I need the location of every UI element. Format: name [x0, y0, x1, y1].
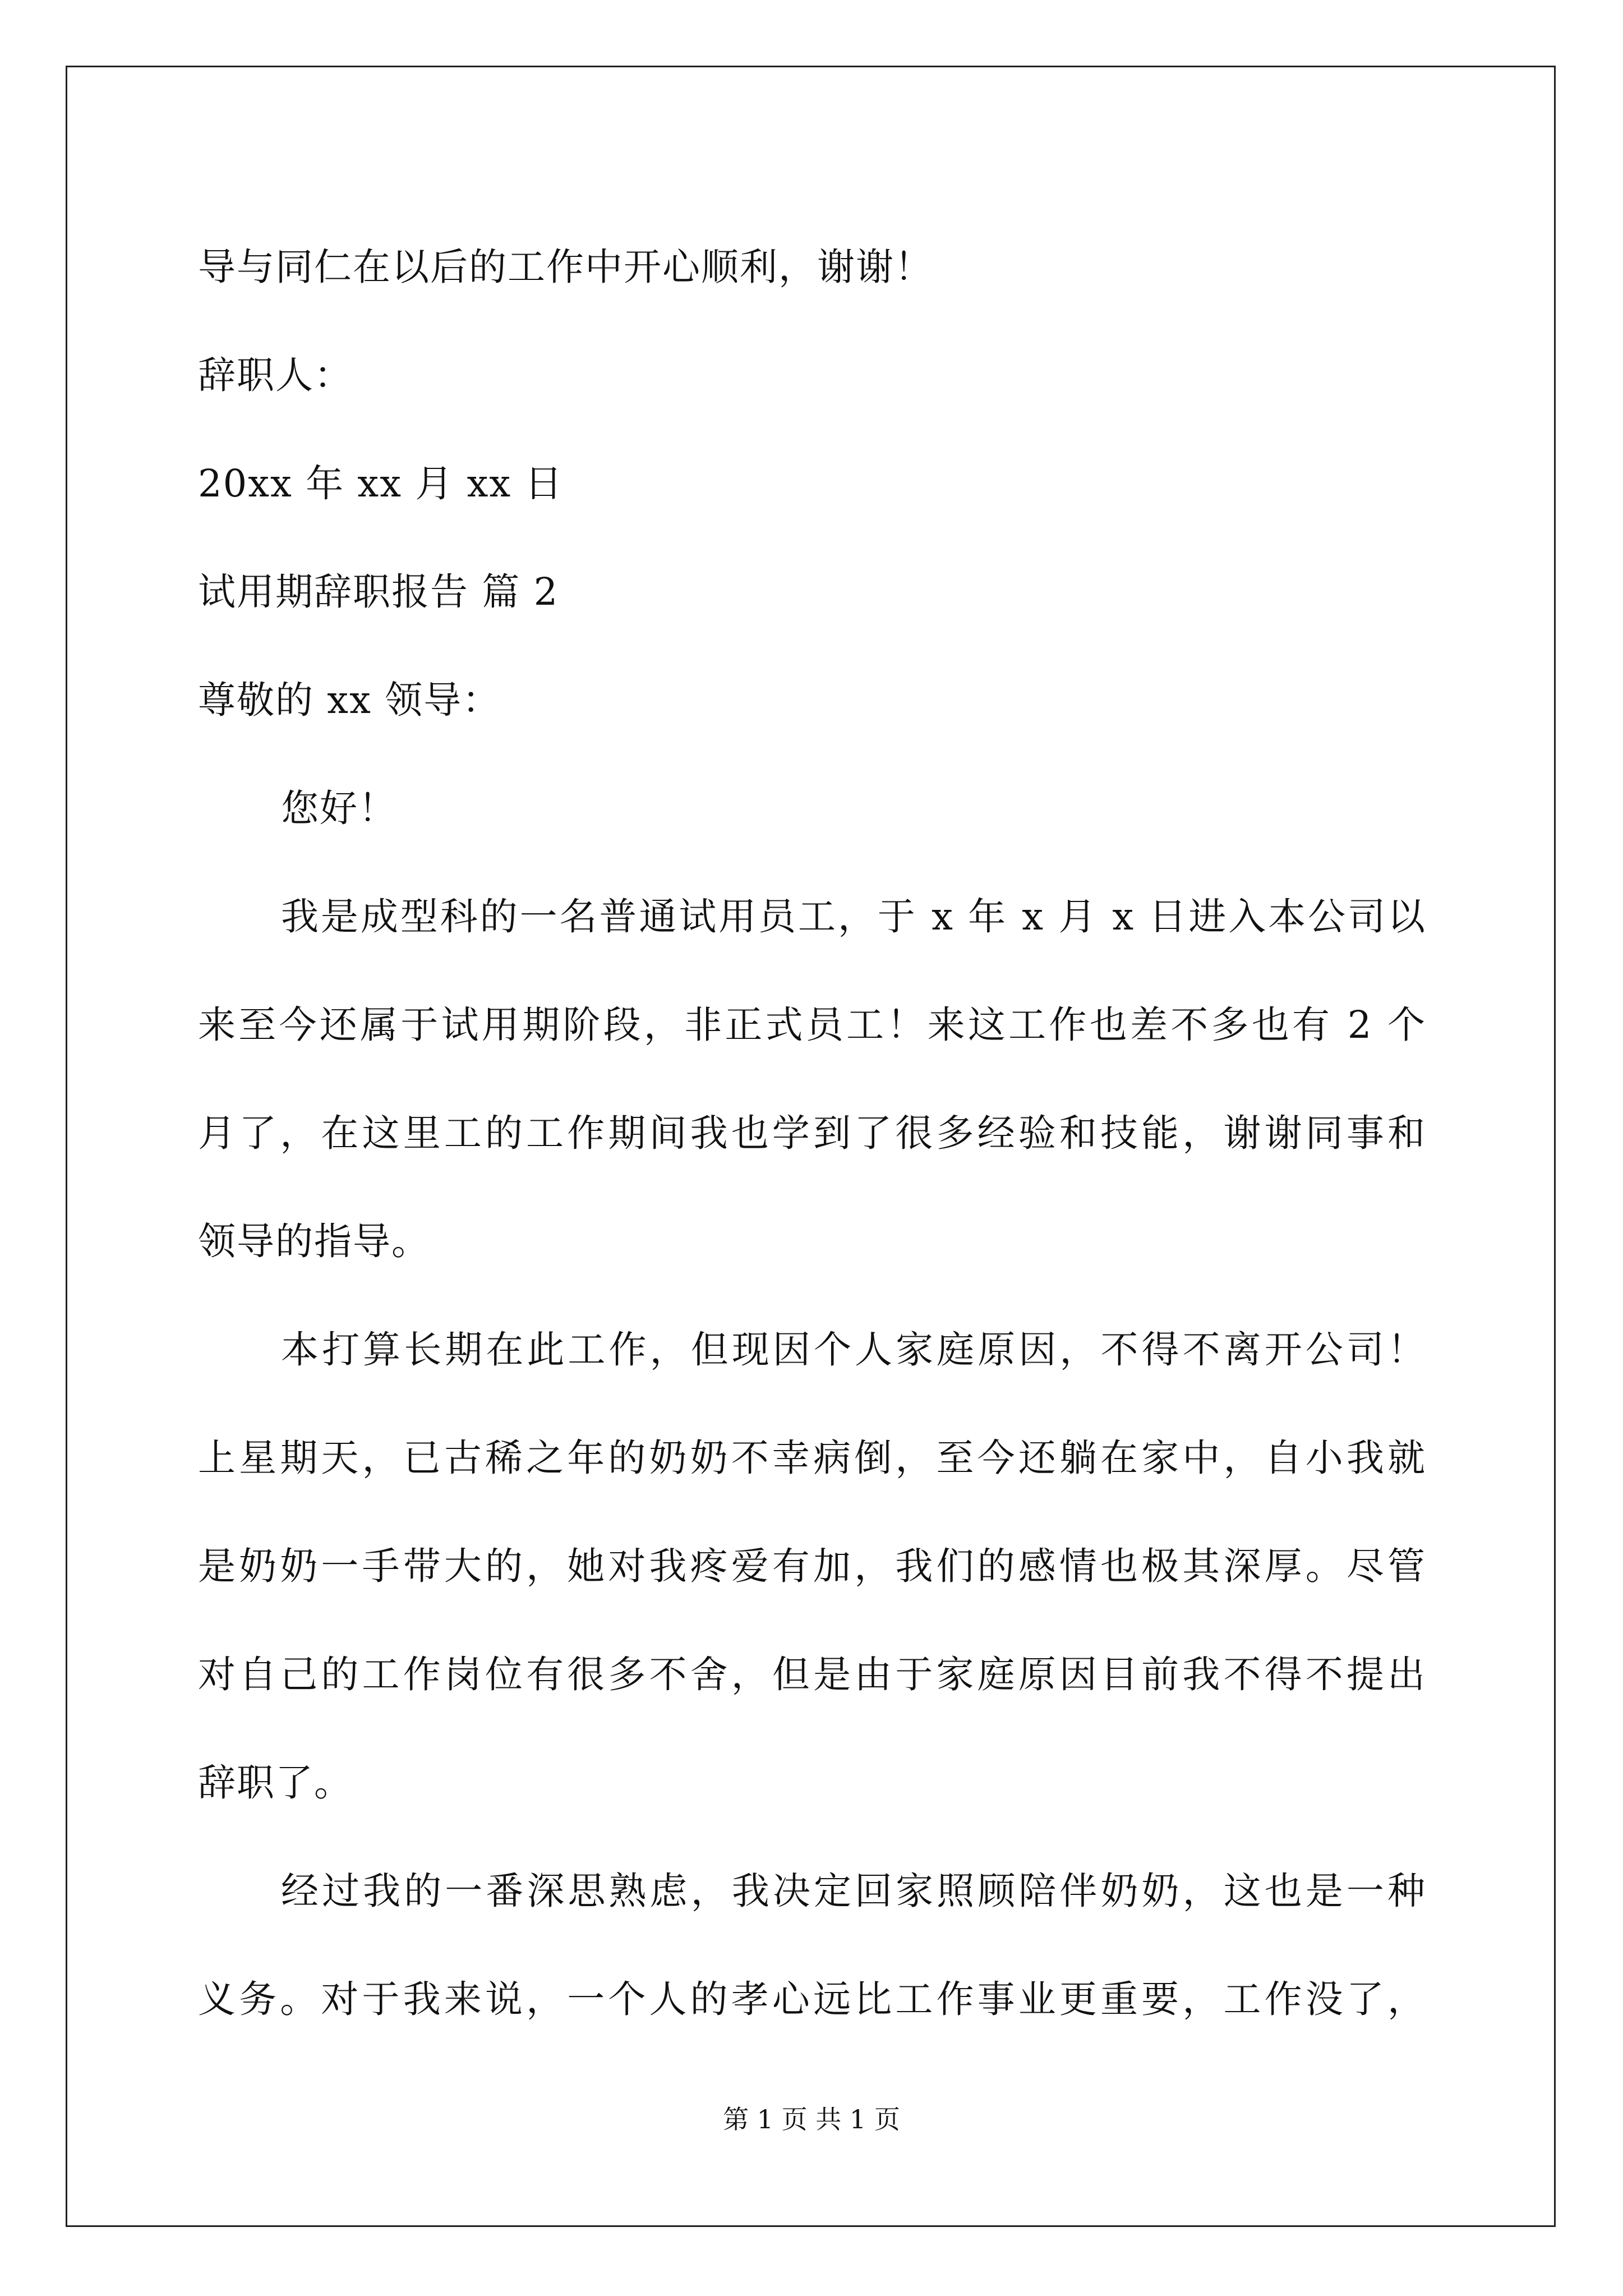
paragraph-2-line-3: 是奶奶一手带大的，她对我疼爱有加，我们的感情也极其深厚。尽管 — [198, 1544, 1426, 1588]
paragraph-3-line-1: 经过我的一番深思熟虑，我决定回家照顾陪伴奶奶，这也是一种 — [281, 1869, 1426, 1913]
greeting: 您好！ — [281, 786, 397, 830]
text-line-closing: 导与同仁在以后的工作中开心顺利，谢谢！ — [198, 245, 933, 289]
text-line-date: 20xx 年 xx 月 xx 日 — [198, 462, 564, 505]
paragraph-1-line-4: 领导的指导。 — [198, 1220, 430, 1263]
document-body — [198, 213, 1426, 2054]
paragraph-2-line-2: 上星期天，已古稀之年的奶奶不幸病倒，至今还躺在家中，自小我就 — [198, 1436, 1426, 1480]
section-title: 试用期辞职报告 篇 2 — [198, 570, 559, 614]
paragraph-1-line-1: 我是成型科的一名普通试用员工，于 x 年 x 月 x 日进入本公司以 — [281, 895, 1426, 938]
salutation: 尊敬的 xx 领导： — [198, 678, 501, 722]
page-footer: 第 1 页 共 1 页 — [723, 2104, 900, 2134]
paragraph-1-line-2: 来至今还属于试用期阶段，非正式员工！来这工作也差不多也有 2 个 — [198, 1003, 1426, 1047]
paragraph-2-line-1: 本打算长期在此工作，但现因个人家庭原因，不得不离开公司！ — [281, 1328, 1426, 1372]
paragraph-3-line-2: 义务。对于我来说，一个人的孝心远比工作事业更重要，工作没了， — [198, 1977, 1426, 2021]
paragraph-1-line-3: 月了，在这里工的工作期间我也学到了很多经验和技能，谢谢同事和 — [198, 1111, 1426, 1155]
paragraph-2-line-4: 对自己的工作岗位有很多不舍，但是由于家庭原因目前我不得不提出 — [198, 1653, 1426, 1696]
paragraph-2-line-5: 辞职了。 — [198, 1761, 353, 1805]
text-line-signer: 辞职人： — [198, 353, 353, 397]
